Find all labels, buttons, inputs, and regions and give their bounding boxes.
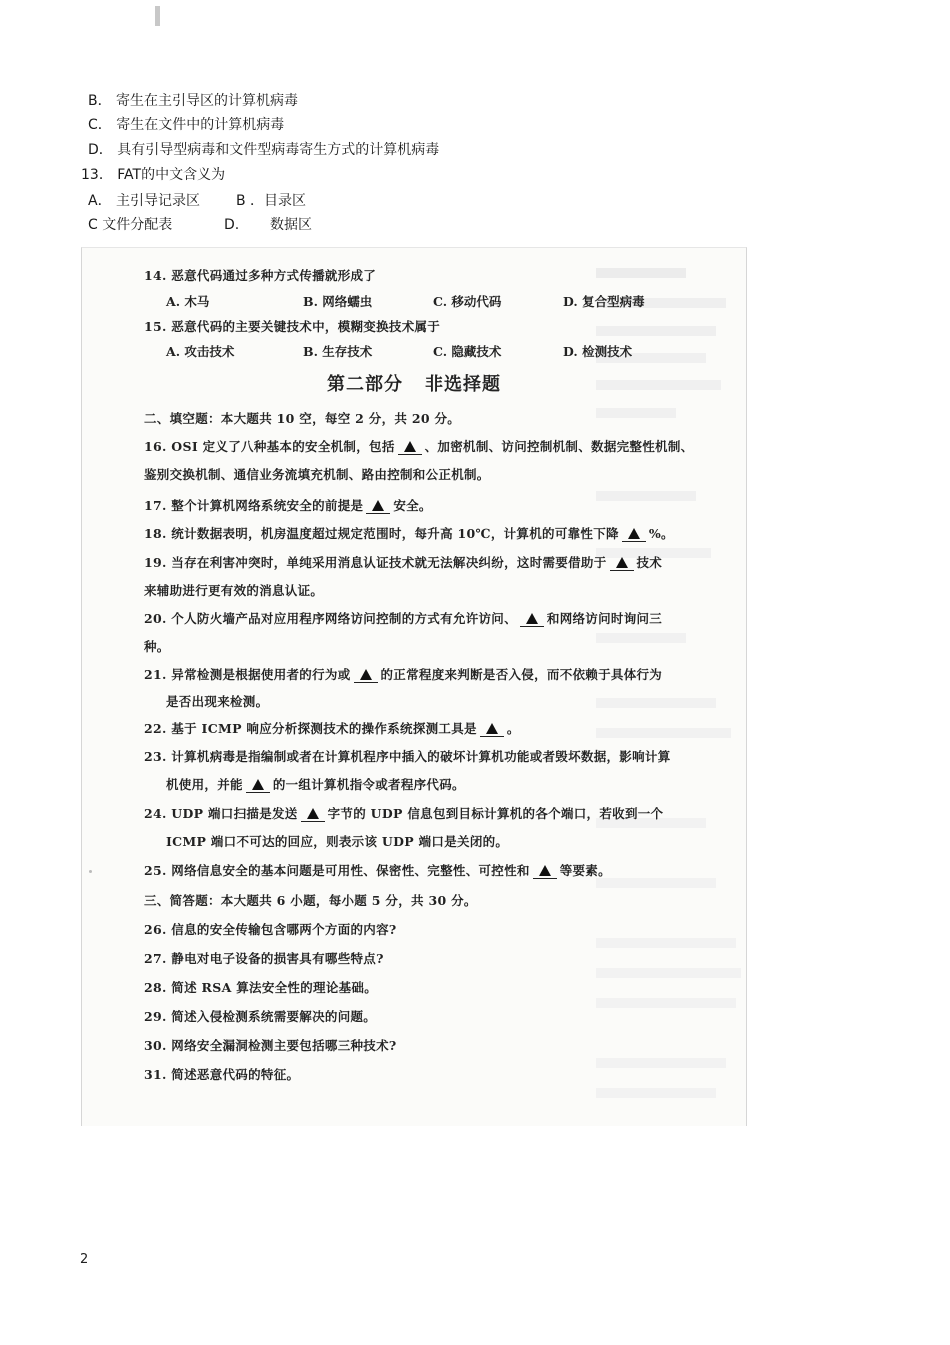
q13-option-d-letter: D. (224, 217, 240, 233)
q20-text-b: 和网络访问时询问三 (546, 611, 663, 626)
part-two-label: 第二部分 (327, 374, 403, 395)
q23-line2 (166, 775, 465, 793)
q22-text-b: 。 (506, 721, 520, 736)
scan-speck (89, 870, 92, 873)
q13-question: 13． FAT的中文含义为 (81, 167, 226, 183)
q16-line1 (144, 437, 693, 455)
q24-blank (301, 806, 325, 822)
q15-option-d: D. 检测技术 (563, 344, 633, 359)
q29: 29. 简述入侵检测系统需要解决的问题。 (144, 1009, 377, 1024)
q26: 26. 信息的安全传输包含哪两个方面的内容? (144, 922, 397, 937)
q12-option-b: B． 寄生在主引导区的计算机病毒 (88, 93, 299, 109)
q23-text-b: 机使用，并能 (166, 777, 243, 792)
part-two-title: 非选择题 (425, 374, 501, 395)
q21-line1 (144, 665, 662, 683)
q13-options-row2 (88, 216, 312, 234)
q24-line2: ICMP 端口不可达的回应，则表示该 UDP 端口是关闭的。 (166, 834, 509, 849)
q21-text-a: 21. 异常检测是根据使用者的行为或 (144, 667, 351, 682)
q23-text-c: 的一组计算机指令或者程序代码。 (272, 777, 465, 792)
q28: 28. 简述 RSA 算法安全性的理论基础。 (144, 980, 378, 995)
q24-line1 (144, 804, 663, 822)
q17 (144, 496, 432, 514)
triangle-icon (307, 808, 319, 819)
q27: 27. 静电对电子设备的损害具有哪些特点? (144, 951, 384, 966)
q21-text-b: 的正常程度来判断是否入侵，而不依赖于具体行为 (380, 667, 663, 682)
q15-option-a: A. 攻击技术 (166, 344, 235, 359)
q25-blank (533, 863, 557, 879)
q15-option-b: B. 生存技术 (303, 344, 373, 359)
q18-text-a: 18. 统计数据表明，机房温度超过规定范围时，每升高 10℃，计算机的可靠性下降 (144, 526, 619, 541)
q25 (144, 861, 611, 879)
q19-line1 (144, 553, 662, 571)
triangle-icon (539, 865, 551, 876)
section-short-answer-heading: 三、简答题：本大题共 6 小题，每小题 5 分，共 30 分。 (144, 893, 477, 908)
q14-option-a: A. 木马 (166, 294, 210, 309)
q21-line2: 是否出现来检测。 (166, 694, 269, 709)
q12-option-c: C． 寄生在文件中的计算机病毒 (88, 117, 285, 133)
triangle-icon (252, 779, 264, 790)
q13-option-a: A． 主引导记录区 (88, 193, 201, 209)
q20-line1 (144, 609, 662, 627)
q24-text-a: 24. UDP 端口扫描是发送 (144, 806, 298, 821)
part-two-heading (82, 370, 746, 396)
q20-text-a: 20. 个人防火墙产品对应用程序网络访问控制的方式有允许访问、 (144, 611, 517, 626)
q18 (144, 524, 674, 542)
triangle-icon (486, 723, 498, 734)
q19-text-a: 19. 当存在利害冲突时，单纯采用消息认证技术就无法解决纠纷，这时需要借助于 (144, 555, 607, 570)
q17-text-b: 安全。 (393, 498, 432, 513)
q14-question: 14. 恶意代码通过多种方式传播就形成了 (144, 268, 377, 283)
q20-line2: 种。 (144, 639, 170, 654)
q16-line2: 鉴别交换机制、通信业务流填充机制、路由控制和公正机制。 (144, 467, 490, 482)
q25-text-b: 等要素。 (559, 863, 611, 878)
scan-artifact-mark (155, 6, 160, 26)
q25-text-a: 25. 网络信息安全的基本问题是可用性、保密性、完整性、可控性和 (144, 863, 530, 878)
q20-blank (520, 611, 544, 627)
q19-line2: 来辅助进行更有效的消息认证。 (144, 583, 324, 598)
scanned-exam-page (81, 247, 747, 1126)
q16-text-b: 、加密机制、访问控制机制、数据完整性机制、 (424, 439, 694, 454)
triangle-icon (404, 441, 416, 452)
q18-blank (622, 526, 646, 542)
q19-text-b: 技术 (636, 555, 663, 570)
q16-text-a: 16. OSI 定义了八种基本的安全机制，包括 (144, 439, 395, 454)
q17-text-a: 17. 整个计算机网络系统安全的前提是 (144, 498, 364, 513)
q16-blank (398, 439, 422, 455)
triangle-icon (616, 557, 628, 568)
q13-option-c: C 文件分配表 (88, 217, 173, 233)
q15-question: 15. 恶意代码的主要关键技术中，模糊变换技术属于 (144, 319, 441, 334)
triangle-icon (526, 613, 538, 624)
q30: 30. 网络安全漏洞检测主要包括哪三种技术? (144, 1038, 397, 1053)
q13-option-b: B ．目录区 (236, 193, 307, 209)
triangle-icon (372, 500, 384, 511)
q23-line1: 23. 计算机病毒是指编制或者在计算机程序中插入的破坏计算机功能或者毁坏数据，影响计算 (144, 749, 671, 764)
q24-text-b: 字节的 UDP 信息包到目标计算机的各个端口，若收到一个 (327, 806, 664, 821)
q21-blank (354, 667, 378, 683)
page-number: 2 (80, 1252, 89, 1267)
q22 (144, 719, 520, 737)
q14-option-b: B. 网络蠕虫 (303, 294, 373, 309)
q22-blank (480, 721, 504, 737)
triangle-icon (628, 528, 640, 539)
q14-option-c: C. 移动代码 (433, 294, 502, 309)
q15-option-c: C. 隐藏技术 (433, 344, 502, 359)
q14-option-d: D. 复合型病毒 (563, 294, 645, 309)
q12-option-d: D． 具有引导型病毒和文件型病毒寄生方式的计算机病毒 (88, 142, 440, 158)
q19-blank (610, 555, 634, 571)
q17-blank (366, 498, 390, 514)
q31: 31. 简述恶意代码的特征。 (144, 1067, 300, 1082)
q13-options-row1 (88, 192, 306, 210)
q13-option-d-text: 数据区 (270, 217, 312, 233)
q18-text-b: %。 (648, 526, 674, 541)
q23-blank (246, 777, 270, 793)
section-fill-blank-heading: 二、填空题：本大题共 10 空，每空 2 分，共 20 分。 (144, 411, 461, 426)
triangle-icon (360, 669, 372, 680)
q22-text-a: 22. 基于 ICMP 响应分析探测技术的操作系统探测工具是 (144, 721, 477, 736)
